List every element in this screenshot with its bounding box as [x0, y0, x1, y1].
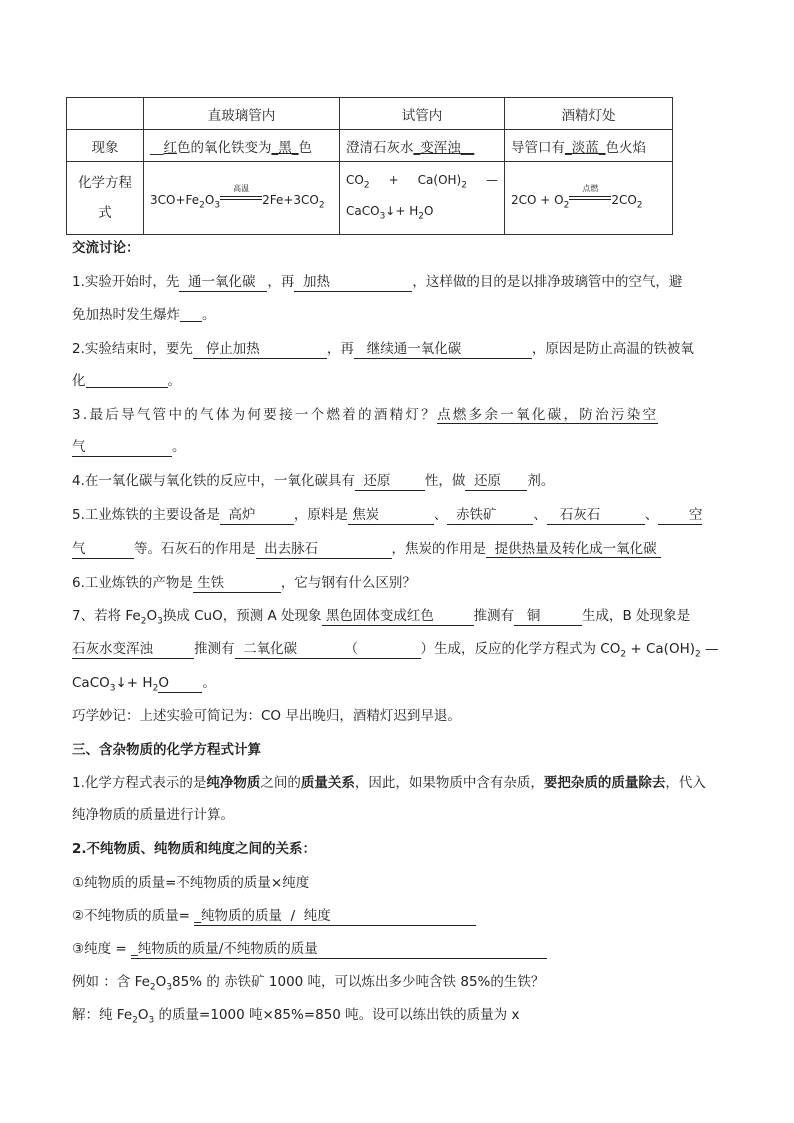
question-1-line-1: 1.实验开始时，先 通一氧化碳 ，再 加热 ，这样做的目的是以排净玻璃管中的空气，避	[72, 274, 683, 290]
solution-line: 解：纯 $Fe_2O_3$ 的质量=1000 吨×85%=850 吨。设可以练出铁的质量为 x	[72, 1007, 520, 1026]
condition-arrow-high-temp: 高温	[220, 193, 262, 207]
question-1-line-2: 免加热时发生爆炸 。	[72, 307, 216, 323]
question-7-line-1: 7、若将 $Fe_2O_3$换成 CuO，预测 A 处现象 黑色固体变成红色 推测有 铜 生成，B 处现象是	[72, 608, 691, 627]
question-7-line-2: 石灰水变浑浊 推测有 二氧化碳 （ ）生成，反应的化学方程式为 $CO_2 + Ca(OH)_2$ —	[72, 641, 719, 660]
question-7-line-3: CaCO$_3$↓+ $H_2O$ 。	[72, 675, 216, 694]
table-row-phenomenon	[67, 130, 673, 162]
question-5-line-2: 气 等。石灰石的作用是 出去脉石 ，焦炭的作用是 提供热量及转化成一氧化碳	[72, 540, 661, 559]
section-3-para-1-line-1: 1.化学方程式表示的是纯净物质之间的质量关系，因此，如果物质中含有杂质，要把杂质的质量除去，代入	[72, 775, 706, 791]
example-question: 例如 ：含 $Fe_2O_385\%$ 的 赤铁矿 1000 吨，可以炼出多少吨含铁 85%的生铁？	[72, 974, 545, 993]
table-row-equation	[67, 162, 673, 235]
table-header-row	[67, 98, 673, 130]
relation-2: ②不纯物质的质量= _纯物质的质量 / 纯度	[72, 907, 476, 926]
row-label-phenomenon: 现象	[67, 130, 144, 162]
equation-tube: $3CO+Fe_2O_3$ 高温 $2Fe+3CO_2$	[144, 162, 340, 235]
cell-phenomenon-testtube: 澄清石灰水_变浑浊__	[340, 130, 505, 162]
header-straight-tube: 直玻璃管内	[144, 98, 340, 130]
row-label-equation: 化学方程 式	[67, 162, 144, 235]
relation-1: ①纯物质的质量=不纯物质的质量×纯度	[72, 875, 310, 891]
equation-testtube: $CO_2$ + $Ca(OH)_2$ — CaCO$_3$↓+ $H_2O$	[340, 162, 505, 235]
question-3-line-1: 3.最后导气管中的气体为何要接一个燃着的酒精灯？点燃多余一氧化碳，防治污染空	[72, 407, 659, 423]
equation-lamp: $2CO + O_2$ 点燃 $2CO_2$	[505, 162, 673, 235]
discussion-heading: 交流讨论：	[72, 240, 140, 256]
cell-phenomenon-tube: __红色的氧化铁变为_黑_色	[144, 130, 340, 162]
section-3-heading: 三、含杂物质的化学方程式计算	[72, 742, 261, 758]
question-2-line-2: 化 。	[72, 373, 181, 389]
header-test-tube: 试管内	[340, 98, 505, 130]
question-4: 4.在一氧化碳与氧化铁的反应中，一氧化碳具有 还原 性，做 还原 剂。	[72, 473, 555, 489]
question-3-line-2: 气 。	[72, 439, 186, 455]
section-3-para-2: 2.不纯物质、纯物质和纯度之间的关系：	[72, 841, 317, 857]
question-6: 6.工业炼铁的产物是 生铁 ，它与钢有什么区别？	[72, 575, 416, 591]
experiment-table	[66, 97, 673, 235]
question-2-line-1: 2.实验结束时，要先 停止加热 ，再 继续通一氧化碳 ，原因是防止高温的铁被氧	[72, 341, 694, 357]
condition-arrow-ignite: 点燃	[569, 193, 611, 207]
header-cell-empty	[67, 98, 144, 130]
question-5-line-1: 5.工业炼铁的主要设备是 高炉 ，原料是 焦炭 、 赤铁矿 、 石灰石 、 空	[72, 507, 703, 523]
section-3-para-1-line-2: 纯净物质的质量进行计算。	[72, 807, 234, 823]
relation-3: ③纯度 = _纯物质的质量/不纯物质的质量	[72, 940, 547, 959]
cell-phenomenon-lamp: 导管口有_淡蓝_色火焰	[505, 130, 673, 162]
memory-tip: 巧学妙记：上述实验可简记为：CO 早出晚归，酒精灯迟到早退。	[72, 708, 461, 724]
header-alcohol-lamp: 酒精灯处	[505, 98, 673, 130]
